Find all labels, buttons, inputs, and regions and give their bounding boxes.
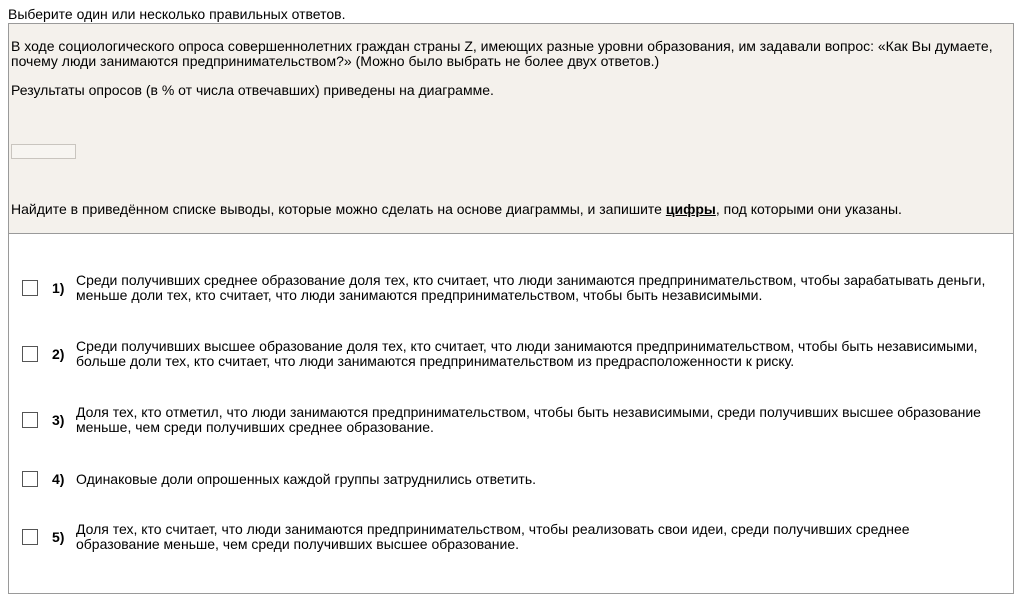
task-text-after: , под которыми они указаны. xyxy=(715,201,902,217)
answer-checkbox[interactable] xyxy=(22,346,38,362)
answer-checkbox[interactable] xyxy=(22,412,38,428)
task-text-before: Найдите в приведённом списке выводы, которые можно сделать на основе диаграммы, и запишите xyxy=(11,201,666,217)
answer-number: 3) xyxy=(52,411,65,428)
answer-text: Доля тех, кто считает, что люди занимаются предпринимательством, чтобы реализовать свои идеи, среди получивших среднее образование меньше, чем среди получивших высшее образование. xyxy=(76,521,910,552)
answer-option[interactable] xyxy=(9,471,1009,487)
answer-option[interactable] xyxy=(9,405,1009,435)
answer-number: 1) xyxy=(52,279,65,296)
results-text: Результаты опросов (в % от числа отвечавших) приведены на диаграмме. xyxy=(11,82,494,98)
answer-text: Среди получивших среднее образование доля тех, кто считает, что люди занимаются предпринимательством, чтобы зарабатывать деньги, меньше доли тех, кто считает, что люди занимаются предпринимательством, чтобы быть независимыми. xyxy=(76,272,986,303)
answer-option[interactable] xyxy=(9,522,1009,552)
answer-number: 4) xyxy=(52,470,65,487)
answer-checkbox[interactable] xyxy=(22,471,38,487)
answer-checkbox[interactable] xyxy=(22,529,38,545)
answer-text: Доля тех, кто отметил, что люди занимаются предпринимательством, чтобы быть независимыми, среди получивших высшее образование меньше, чем среди получивших среднее образование. xyxy=(76,404,981,435)
answer-number: 2) xyxy=(52,345,65,362)
task-emphasis: цифры xyxy=(665,201,716,217)
question-card xyxy=(8,23,1014,594)
answer-option[interactable] xyxy=(9,273,1009,303)
instruction-text: Выберите один или несколько правильных ответов. xyxy=(8,6,346,22)
answer-option[interactable] xyxy=(9,339,1009,369)
question-text: В ходе социологического опроса совершеннолетних граждан страны Z, имеющих разные уровни образования, им задавали вопрос: «Как Вы думаете, почему люди занимаются предпринимательством?» (Можно было выбрать не более двух ответов.) xyxy=(11,38,993,69)
answer-text: Среди получивших высшее образование доля тех, кто считает, что люди занимаются предпринимательством, чтобы быть независимыми, больше доли тех, кто считает, что люди занимаются предпринимательством из предрасположенности к риску. xyxy=(76,338,978,369)
answer-checkbox[interactable] xyxy=(22,280,38,296)
question-block xyxy=(9,24,1013,234)
task-text xyxy=(11,202,902,217)
diagram-image-placeholder xyxy=(11,144,76,159)
answer-number: 5) xyxy=(52,528,65,545)
answer-text: Одинаковые доли опрошенных каждой группы затруднились ответить. xyxy=(76,470,537,487)
